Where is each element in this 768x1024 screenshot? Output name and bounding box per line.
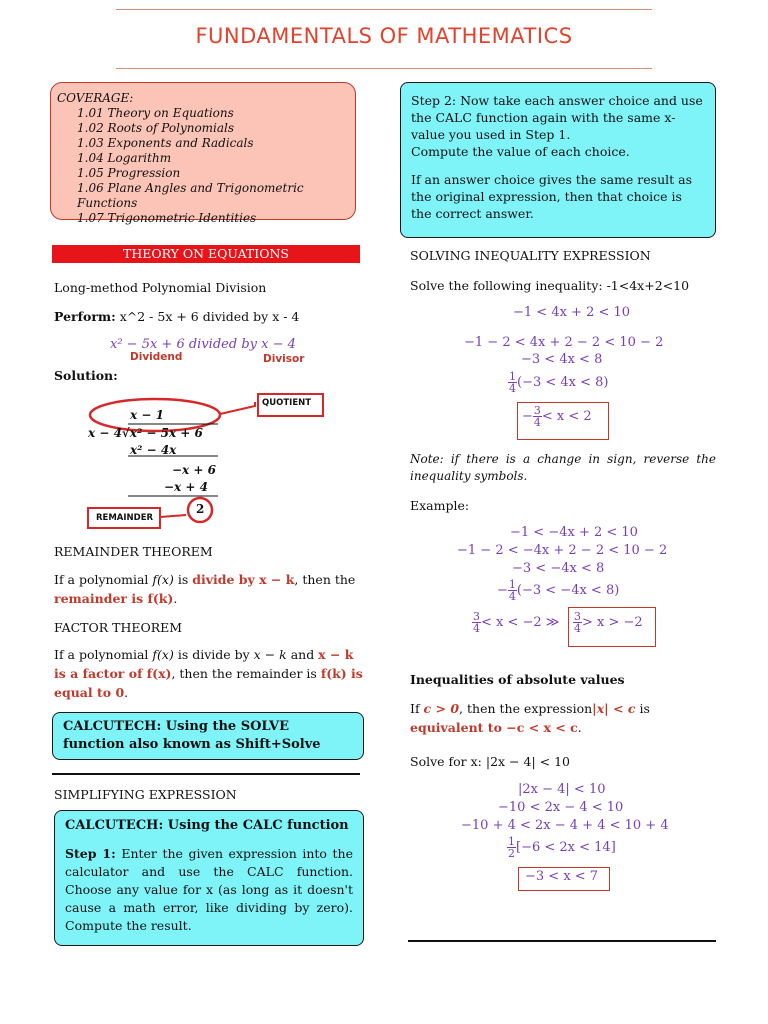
coverage-heading: COVERAGE:	[57, 91, 134, 105]
inequality-intro: Solve the following inequality: -1<4x+2<10	[410, 278, 690, 293]
three-quarters-fraction: $\frac{3}{4}$	[574, 610, 581, 635]
absolute-line-3: −10 + 4 < 2x − 4 + 4 < 10 + 4	[461, 818, 669, 833]
three-quarters-fraction: $\frac{3}{4}$	[473, 610, 480, 635]
remainder-theorem-text: If a polynomial f(x) is divide by x − k, then the remainder is f(k).	[54, 572, 356, 606]
quotient-tag: QUOTIENT	[262, 398, 312, 408]
absolute-answer: −3 < x < 7	[525, 869, 599, 884]
division-step2: −x + 6	[172, 463, 216, 477]
divisor-label: Divisor	[263, 353, 305, 365]
quarter-fraction: $\frac{1}{4}$	[509, 370, 516, 395]
right-divider	[408, 940, 716, 942]
calcutech-calc-box	[54, 810, 364, 946]
inequality-line-1: −1 < 4x + 2 < 10	[513, 305, 631, 320]
step2-text: Now take each answer choice and use the CALC function again with the same x-value you used in Step 1.	[411, 93, 703, 142]
dividend-label: Dividend	[130, 351, 183, 363]
coverage-item: 1.02 Roots of Polynomials	[77, 121, 235, 135]
coverage-item: 1.03 Exponents and Radicals	[77, 136, 254, 150]
coverage-item: 1.05 Progression	[77, 166, 181, 180]
inequality-line-4: $\frac{1}{4}$ (−3 < 4x < 8)	[509, 370, 609, 395]
example-line-4: − $\frac{1}{4}$ (−3 < −4x < 8)	[497, 578, 620, 603]
example-answer: $\frac{3}{4}$ < x < −2 ≫	[473, 610, 560, 635]
division-step1: x² − 4x	[130, 443, 177, 457]
perform-line	[54, 307, 299, 326]
quarter-fraction: $\frac{1}{4}$	[508, 578, 516, 603]
division-quotient: x − 1	[130, 408, 164, 422]
absolute-line-1: |2x − 4| < 10	[518, 782, 606, 797]
absolute-heading: Inequalities of absolute values	[410, 672, 625, 687]
absolute-line-2: −10 < 2x − 4 < 10	[498, 800, 624, 815]
half-fraction: $\frac{1}{2}$	[508, 835, 515, 860]
coverage-item: 1.06 Plane Angles and Trigonometric Functions	[77, 181, 304, 210]
absolute-text: If c > 0, then the expression|x| < c is equivalent to −c < x < c.	[410, 701, 650, 735]
calcutech-solve-box	[52, 712, 364, 760]
example-line-2: −1 − 2 < −4x + 2 − 2 < 10 − 2	[457, 543, 668, 558]
three-quarters-fraction: $\frac{3}{4}$	[533, 404, 541, 429]
step2-result-text: If an answer choice gives the same result as the original expression, then that choice is the correct answer.	[411, 172, 693, 221]
absolute-line-4: $\frac{1}{2}$ [−6 < 2x < 14]	[508, 835, 616, 860]
step2-label: Step 2:	[411, 93, 457, 108]
perform-text: x^2 - 5x + 6 divided by x - 4	[115, 309, 300, 324]
page-title: FUNDAMENTALS OF MATHEMATICS	[195, 24, 573, 48]
absolute-solve-for: Solve for x: |2x − 4| < 10	[410, 754, 570, 769]
left-divider	[52, 773, 360, 775]
factor-theorem-heading: FACTOR THEOREM	[54, 620, 183, 635]
example-line-3: −3 < −4x < 8	[512, 561, 605, 576]
coverage-item: 1.04 Logarithm	[77, 151, 172, 165]
division-step3: −x + 4	[164, 480, 208, 494]
division-expression: x² − 5x + 6 divided by x − 4	[110, 337, 296, 352]
coverage-item: 1.01 Theory on Equations	[77, 106, 234, 120]
division-setup: x − 4√x² − 5x + 6	[88, 426, 203, 440]
inequality-answer: − $\frac{3}{4}$ < x < 2	[522, 404, 592, 429]
inequality-note: Note: if there is a change in sign, reverse the inequality symbols.	[410, 452, 716, 483]
remainder-tag: REMAINDER	[96, 513, 154, 523]
inequality-line-2: −1 − 2 < 4x + 2 − 2 < 10 − 2	[464, 335, 664, 350]
division-method-label: Long-method Polynomial Division	[54, 280, 267, 295]
example-line-1: −1 < −4x + 2 < 10	[510, 525, 638, 540]
step1-text: Enter the given expression into the calculator and use the CALC function. Choose any value for x (as long as it doesn't cause a math error, like dividing by zero). Compute the result.	[65, 846, 353, 933]
remainder-theorem-heading: REMAINDER THEOREM	[54, 544, 213, 559]
example-label: Example:	[410, 498, 470, 513]
step1-label: Step 1:	[65, 846, 116, 861]
example-answer-boxed: $\frac{3}{4}$ > x > −2	[574, 610, 643, 635]
calcutech-solve-text: CALCUTECH: Using the SOLVE function also known as Shift+Solve	[63, 719, 321, 752]
perform-label: Perform:	[54, 309, 116, 324]
inequality-line-3: −3 < 4x < 8	[521, 352, 603, 367]
division-remainder: 2	[196, 502, 205, 516]
calc-box-title: CALCUTECH: Using the CALC function	[65, 818, 349, 833]
header-top-rule	[116, 9, 652, 10]
step2-paragraph	[411, 92, 705, 143]
coverage-box	[50, 82, 356, 225]
step2-box	[400, 82, 716, 238]
inequality-heading: SOLVING INEQUALITY EXPRESSION	[410, 248, 651, 263]
factor-theorem-text: If a polynomial f(x) is divide by x − k and x − k is a factor of f(x), then the remainder is f(k) is equal to 0.	[54, 647, 363, 700]
step1-paragraph	[65, 845, 353, 935]
step2-compute: Compute the value of each choice.	[411, 144, 630, 159]
simplifying-heading: SIMPLIFYING EXPRESSION	[54, 787, 237, 802]
header-bottom-rule	[116, 68, 652, 69]
coverage-item: 1.07 Trigonometric Identities	[77, 211, 257, 225]
solution-label: Solution:	[54, 368, 118, 383]
theory-section-bar: THEORY ON EQUATIONS	[52, 245, 360, 263]
